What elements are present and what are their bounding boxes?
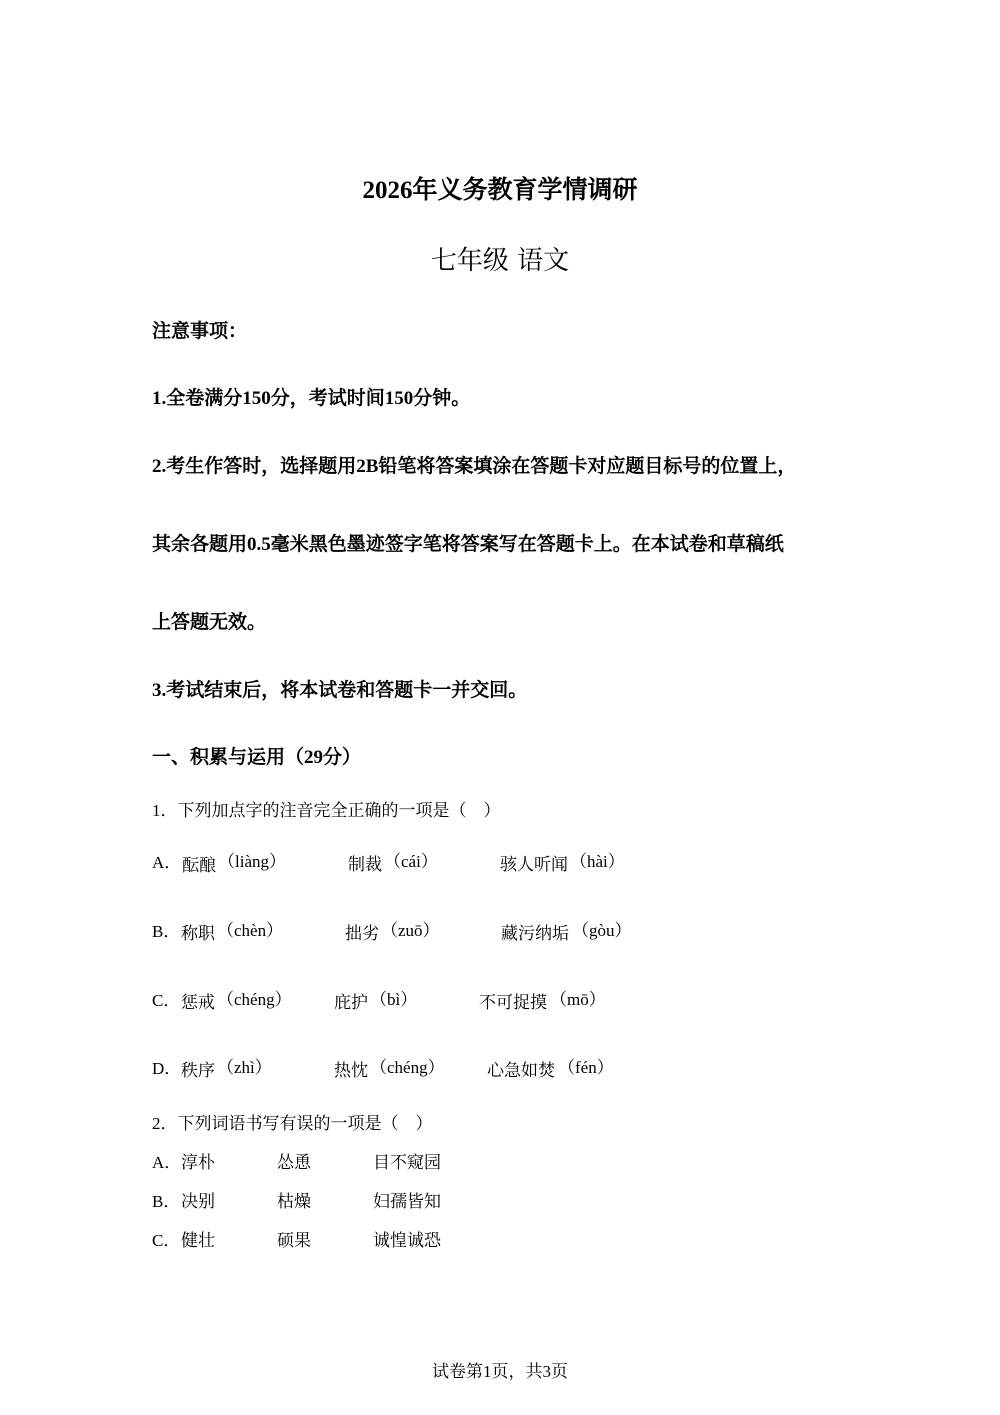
exam-title: 2026年义务教育学情调研	[362, 177, 638, 204]
q1-option-d-word-1: 秩序	[181, 1061, 215, 1080]
q2-option-c-word-1: 健壮	[181, 1231, 215, 1250]
q2-option-b-word-3: 妇孺皆知	[373, 1192, 441, 1211]
section-heading: 一、积累与运用（29分）	[152, 747, 362, 768]
q2-option-a-word-1: 淳朴	[181, 1153, 215, 1172]
notes-item-3: 3.考试结束后，将本试卷和答题卡一并交回。	[152, 680, 528, 701]
q1-option-c-pinyin-2: （bì）	[370, 990, 418, 1009]
q1-option-b-word-3: 藏污纳垢	[501, 924, 569, 943]
notes-item-2-line-2: 其余各题用0.5毫米黑色墨迹签字笔将答案写在答题卡上。在本试卷和草稿纸	[152, 534, 784, 555]
question-1-stem: 1．下列加点字的注音完全正确的一项是（ ）	[152, 801, 501, 820]
notes-item-2-line-1: 2.考生作答时，选择题用2B铅笔将答案填涂在答题卡对应题目标号的位置上，	[152, 456, 797, 477]
q2-option-c-word-2: 硕果	[277, 1231, 311, 1250]
q1-option-c-pinyin-3: （mō）	[550, 990, 606, 1009]
q1-option-b-letter: B．	[152, 922, 181, 941]
q2-option-a-word-3: 目不窥园	[373, 1153, 441, 1172]
q1-option-c-word-3: 不可捉摸	[479, 993, 547, 1012]
q1-option-c-word-1: 惩戒	[181, 993, 215, 1012]
q1-option-b-word-2: 拙劣	[345, 924, 379, 943]
q1-option-d-letter: D．	[152, 1059, 182, 1078]
q1-option-a-pinyin-3: （hài）	[570, 852, 625, 871]
q2-option-a-word-2: 怂恿	[277, 1153, 311, 1172]
notes-heading: 注意事项：	[152, 321, 248, 342]
q1-option-d-pinyin-3: （fén）	[558, 1058, 614, 1077]
q1-option-b-pinyin-1: （chèn）	[217, 921, 284, 940]
q1-option-b-pinyin-2: （zuō）	[381, 921, 440, 940]
q1-option-d-pinyin-1: （zhì）	[217, 1058, 272, 1077]
q1-option-a-pinyin-1: （liàng）	[218, 852, 286, 871]
exam-subtitle: 七年级 语文	[430, 246, 570, 276]
q1-option-a-word-2: 制裁	[348, 855, 382, 874]
q1-option-a-word-1: 酝酿	[182, 856, 216, 875]
notes-item-2-line-3: 上答题无效。	[152, 612, 267, 633]
q2-option-a-letter: A．	[152, 1153, 182, 1172]
question-2-stem: 2．下列词语书写有误的一项是（ ）	[152, 1114, 433, 1133]
q1-option-d-word-3: 心急如焚	[487, 1061, 555, 1080]
q1-option-a-word-3: 骇人听闻	[500, 855, 568, 874]
q2-option-c-letter: C．	[152, 1231, 181, 1250]
q2-option-b-word-2: 枯燥	[277, 1192, 311, 1211]
q2-option-b-word-1: 决别	[181, 1192, 215, 1211]
q2-option-b-letter: B．	[152, 1192, 181, 1211]
q1-option-b-pinyin-3: （gòu）	[572, 921, 632, 940]
q1-option-c-word-2: 庇护	[334, 993, 368, 1012]
q1-option-a-letter: A．	[152, 853, 182, 872]
q1-option-d-pinyin-2: （chéng）	[370, 1058, 445, 1077]
q2-option-c-word-3: 诚惶诚恐	[373, 1231, 441, 1250]
page-footer: 试卷第1页，共3页	[432, 1362, 568, 1381]
q1-option-c-pinyin-1: （chéng）	[217, 990, 292, 1009]
q1-option-d-word-2: 热忱	[334, 1061, 368, 1080]
q1-option-a-pinyin-2: （cái）	[384, 852, 438, 871]
notes-item-1: 1.全卷满分150分，考试时间150分钟。	[152, 388, 471, 409]
q1-option-c-letter: C．	[152, 991, 181, 1010]
q1-option-b-word-1: 称职	[181, 924, 215, 943]
